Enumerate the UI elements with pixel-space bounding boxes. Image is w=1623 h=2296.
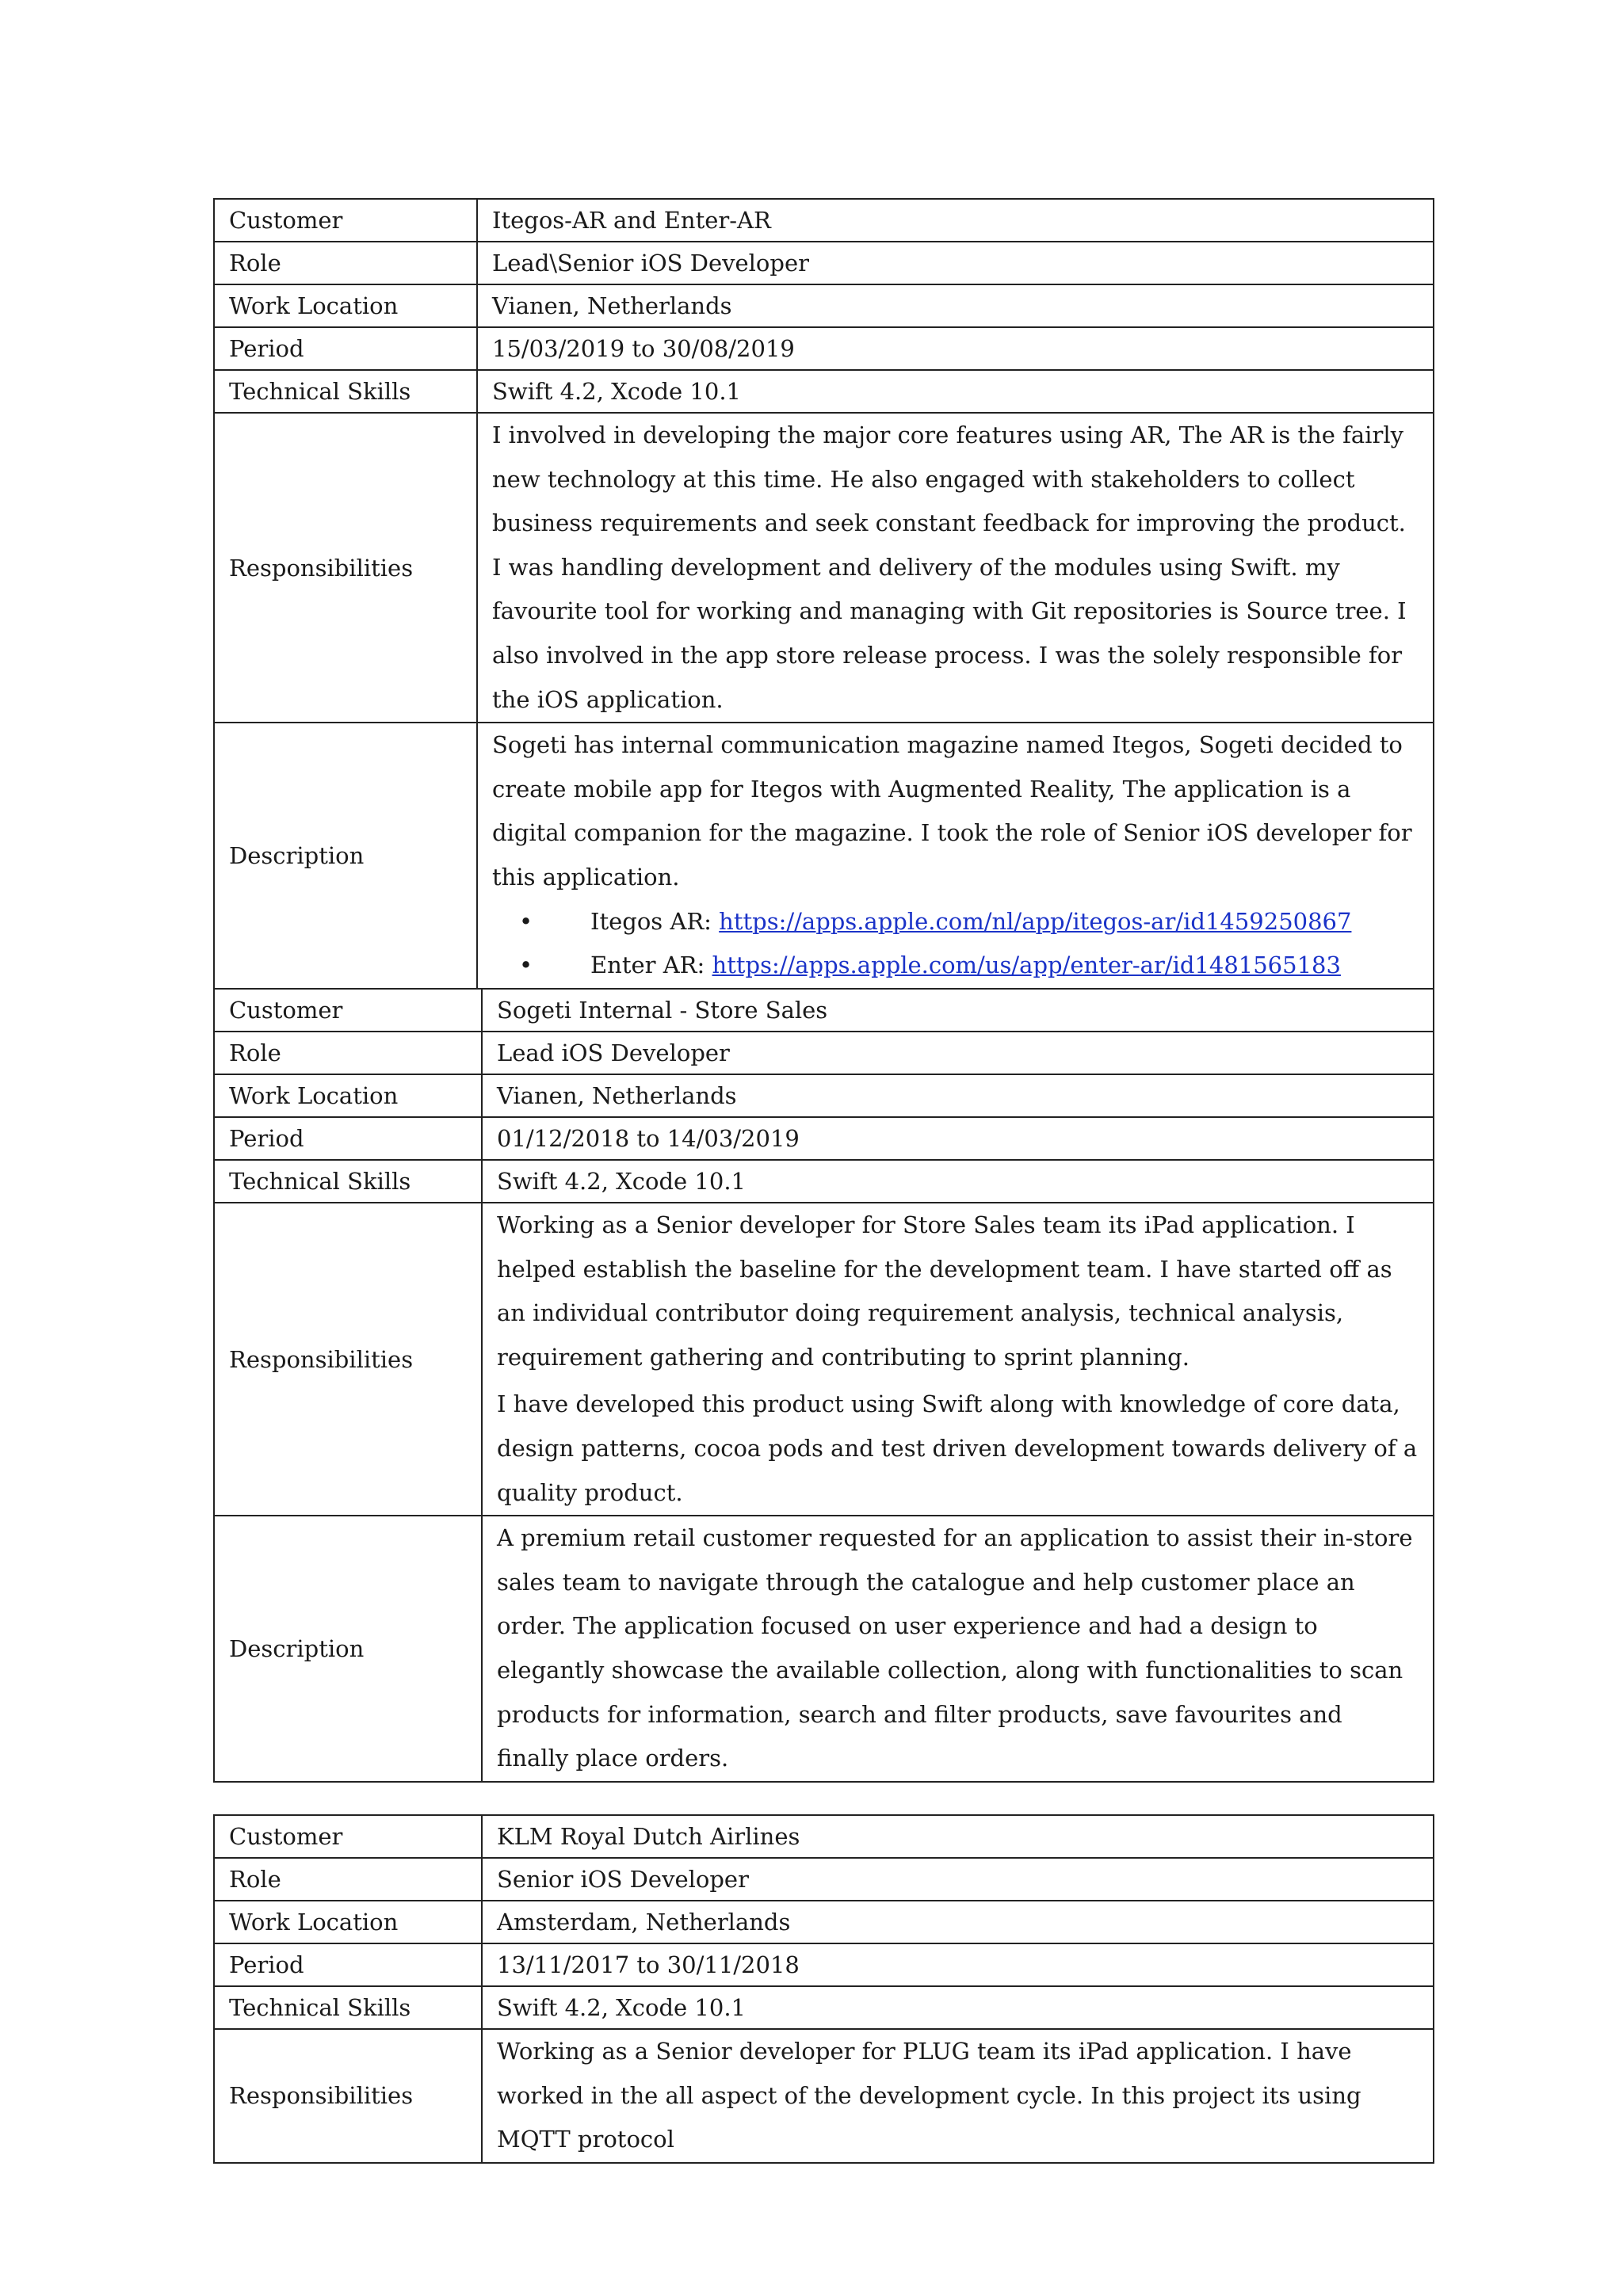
responsibilities-text [477,413,1434,723]
description-label: Description [214,723,477,989]
role-label: Role [214,242,477,284]
customer-value: Itegos-AR and Enter-AR [477,199,1434,242]
work-location-value: Vianen, Netherlands [482,1074,1434,1117]
enter-ar-link[interactable]: https://apps.apple.com/us/app/enter-ar/id1481565183 [712,952,1341,979]
work-location-label: Work Location [214,1901,482,1943]
responsibilities-label: Responsibilities [214,2029,482,2163]
app-link-label: Itegos AR: [590,907,720,935]
description-text [477,723,1434,989]
customer-value: Sogeti Internal - Store Sales [482,989,1434,1032]
customer-label: Customer [214,199,477,242]
description-paragraph: Sogeti has internal communication magazine named Itegos, Sogeti decided to create mobile app for Itegos with Augmented Reality, The application is a digital companion for the magazine. I took the role of Senior iOS developer for this application. [492,731,1412,891]
role-label: Role [214,1858,482,1901]
role-value: Senior iOS Developer [482,1858,1434,1901]
app-link-label: Enter AR: [590,952,712,979]
customer-label: Customer [214,1815,482,1858]
responsibilities-text [482,1203,1434,1516]
period-value: 13/11/2017 to 30/11/2018 [482,1943,1434,1986]
project-table-klm [213,1814,1434,2164]
description-label: Description [214,1516,482,1782]
period-label: Period [214,1943,482,1986]
work-location-value: Vianen, Netherlands [477,284,1434,327]
customer-value: KLM Royal Dutch Airlines [482,1815,1434,1858]
responsibilities-paragraph: Working as a Senior developer for PLUG team its iPad application. I have worked in the all aspect of the development cycle. In this project its using MQTT protocol [497,2038,1361,2153]
responsibilities-paragraph: Working as a Senior developer for Store Sales team its iPad application. I helped establish the baseline for the development team. I have started off as an individual contributor doing requirement analysis, technical analysis, requirement gathering and contributing to sprint planning. [497,1211,1392,1371]
app-link-item-enter [519,944,1419,988]
work-location-label: Work Location [214,284,477,327]
responsibilities-label: Responsibilities [214,1203,482,1516]
responsibilities-text [482,2029,1434,2163]
role-label: Role [214,1032,482,1074]
technical-skills-value: Swift 4.2, Xcode 10.1 [482,1986,1434,2029]
role-value: Lead\Senior iOS Developer [477,242,1434,284]
project-table-store-sales [213,988,1434,1783]
description-paragraph: A premium retail customer requested for an application to assist their in-store sales team to navigate through the catalogue and help customer place an order. The application focused on user experience and had a design to elegantly showcase the available collection, along with functionalities to scan products for information, search and filter products, save favourites and finally place orders. [497,1524,1413,1772]
project-table-itegos [213,198,1434,990]
period-value: 15/03/2019 to 30/08/2019 [477,327,1434,370]
responsibilities-paragraph: I have developed this product using Swift along with knowledge of core data, design patterns, cocoa pods and test driven development towards delivery of a quality product. [497,1390,1418,1506]
description-text [482,1516,1434,1782]
technical-skills-value: Swift 4.2, Xcode 10.1 [477,370,1434,413]
role-value: Lead iOS Developer [482,1032,1434,1074]
technical-skills-value: Swift 4.2, Xcode 10.1 [482,1160,1434,1203]
customer-label: Customer [214,989,482,1032]
app-links-list [492,900,1419,988]
responsibilities-label: Responsibilities [214,413,477,723]
technical-skills-label: Technical Skills [214,370,477,413]
work-location-label: Work Location [214,1074,482,1117]
period-label: Period [214,327,477,370]
itegos-ar-link[interactable]: https://apps.apple.com/nl/app/itegos-ar/id1459250867 [719,907,1352,935]
work-location-value: Amsterdam, Netherlands [482,1901,1434,1943]
period-label: Period [214,1117,482,1160]
app-link-item-itegos [519,900,1419,944]
responsibilities-paragraph: I involved in developing the major core features using AR, The AR is the fairly new technology at this time. He also engaged with stakeholders to collect business requirements and seek constant feedback for improving the product. I was handling development and delivery of the modules using Swift. my favourite tool for working and managing with Git repositories is Source tree. I also involved in the app store release process. I was the solely responsible for the iOS application. [492,421,1407,713]
period-value: 01/12/2018 to 14/03/2019 [482,1117,1434,1160]
technical-skills-label: Technical Skills [214,1160,482,1203]
technical-skills-label: Technical Skills [214,1986,482,2029]
